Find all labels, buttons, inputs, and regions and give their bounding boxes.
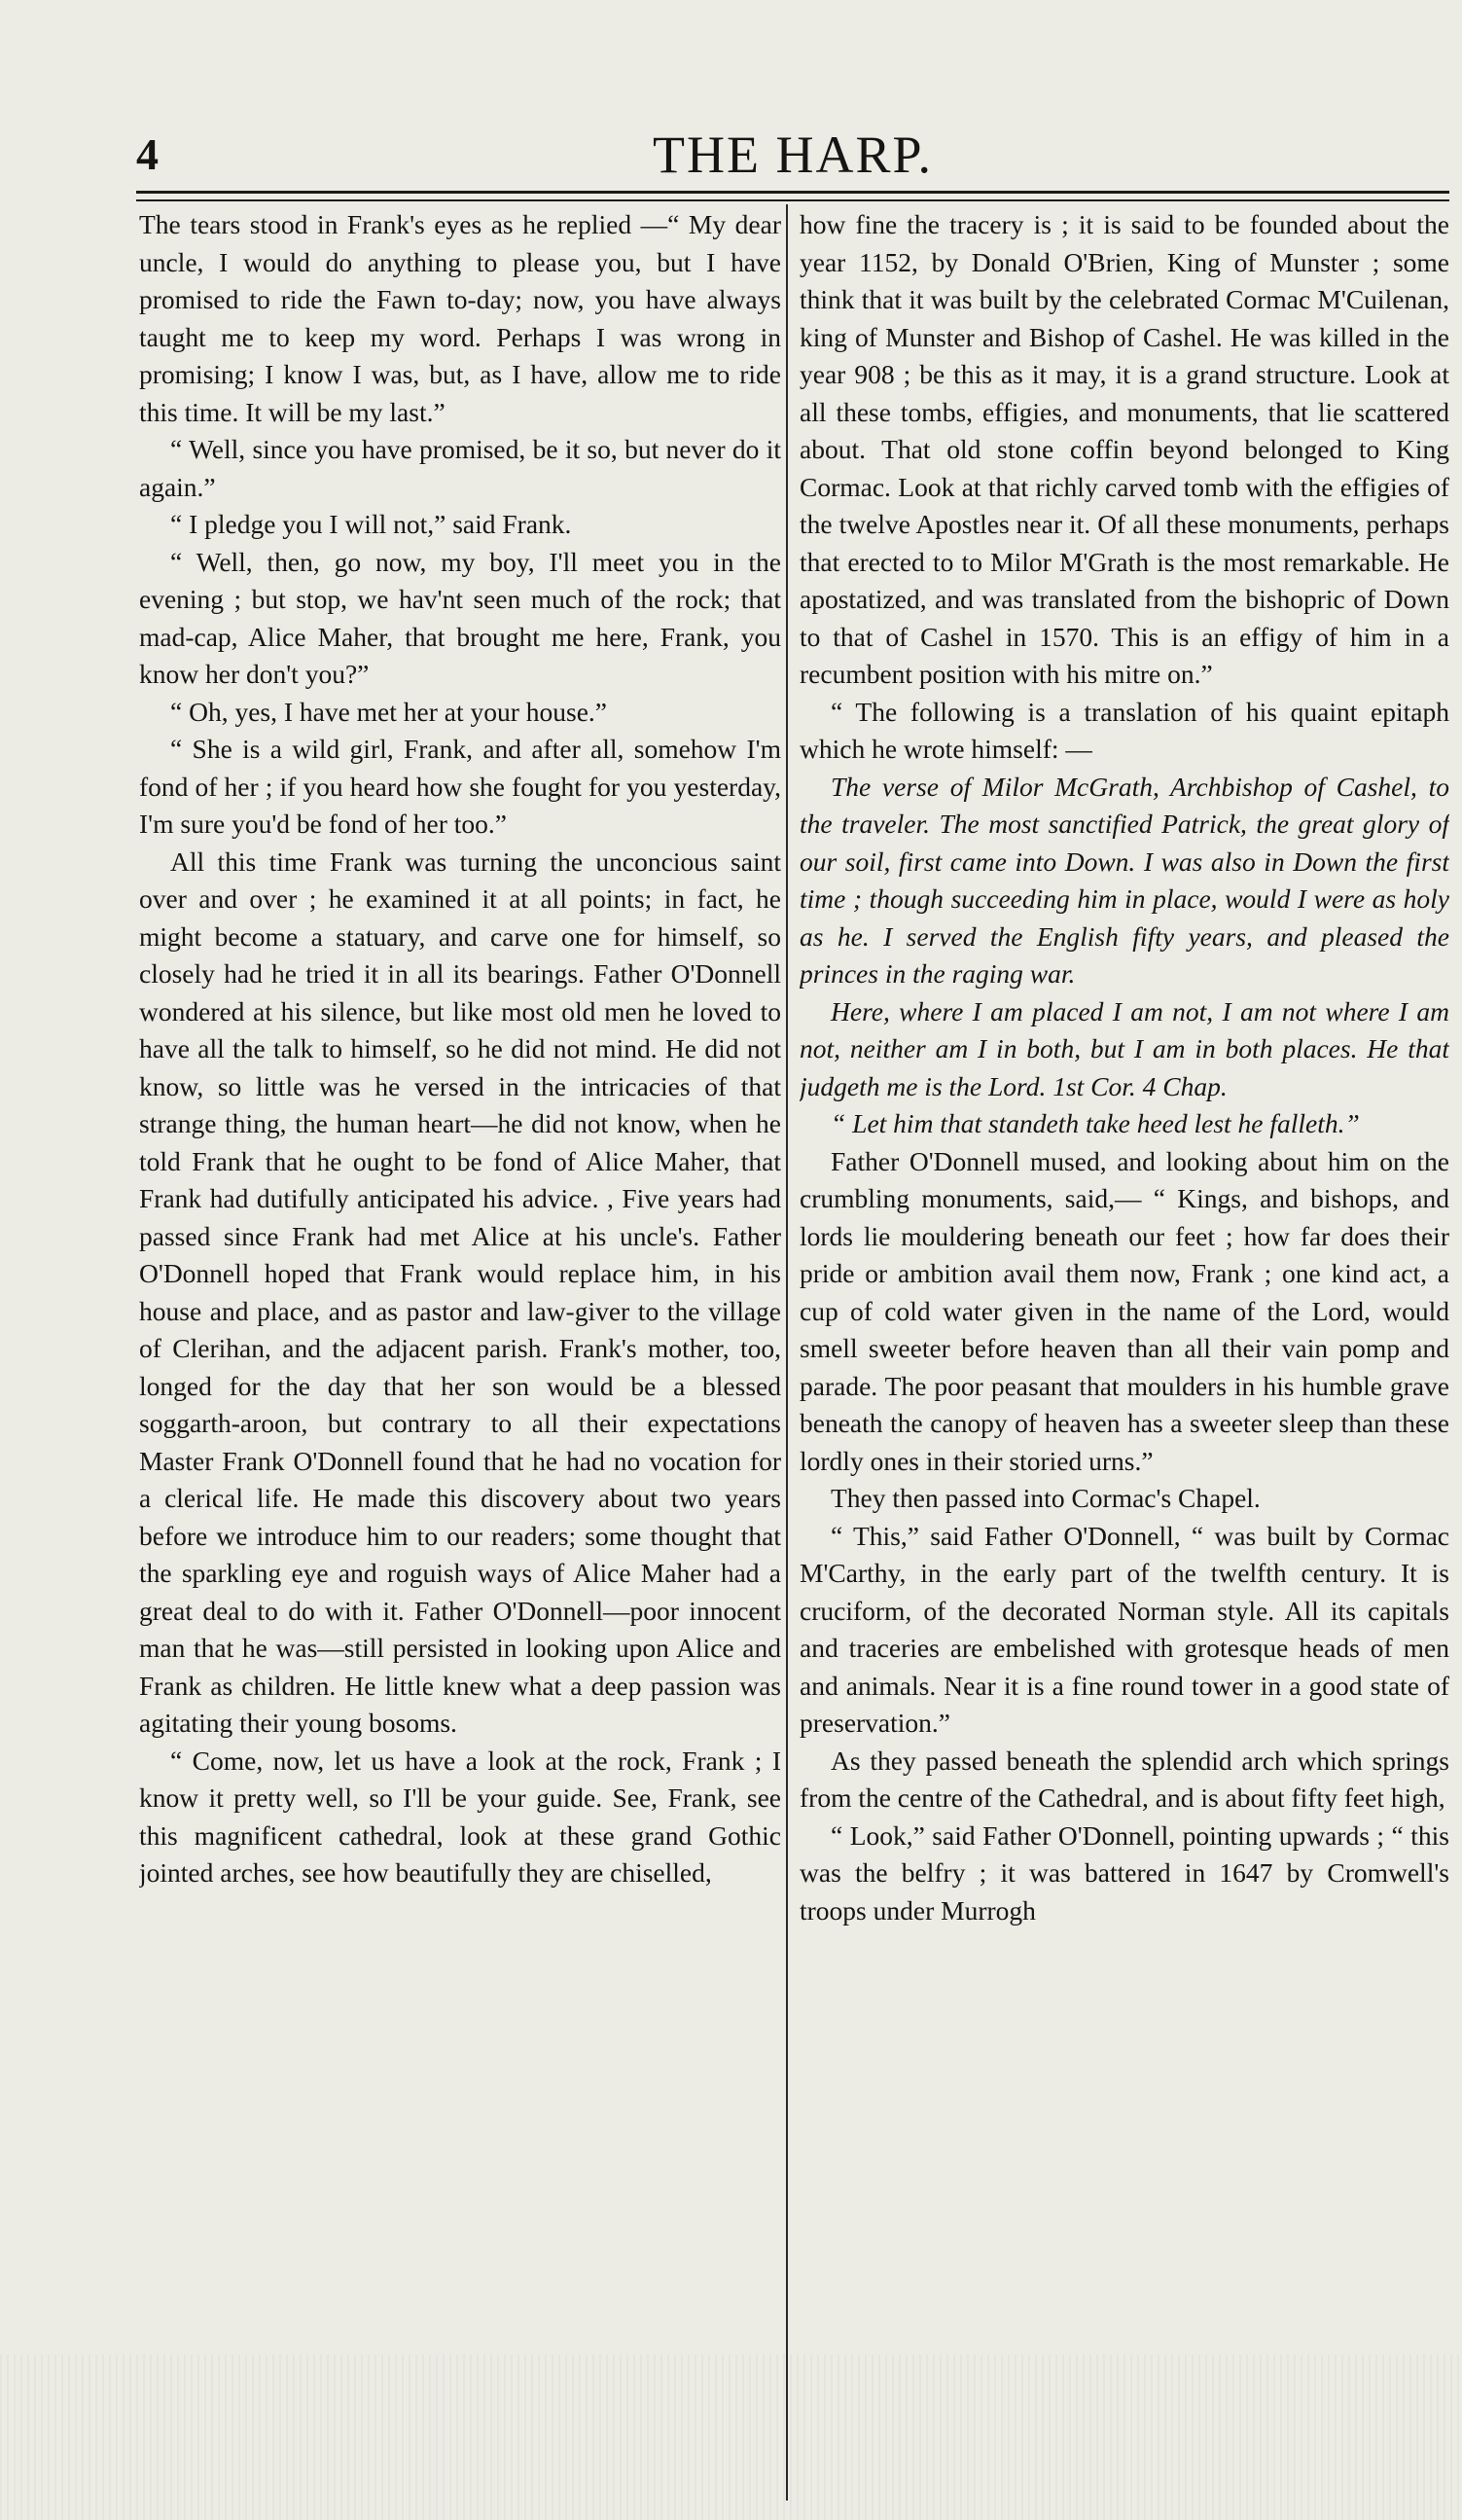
header-rule-thin <box>136 199 1449 201</box>
epitaph-quote: “ Let him that standeth take heed lest he falleth.” <box>831 1108 1360 1138</box>
paragraph: how fine the tracery is ; it is said to be founded about the year 1152, by Donald O'Brien, King of Munster ; some think that it was built by the celebrated Cormac M'Cuilenan, king of Munster and Bishop of Cashel. He was killed in the year 908 ; be this as it may, it is a grand structure. Look at all these tombs, effigies, and monuments, that lie scattered about. That old stone coffin beyond belonged to King Cormac. Look at that richly carved tomb with the effigies of the twelve Apostles near it. Of all these monuments, perhaps that erected to to Milor M'Grath is the most remarkable. He apostatized, and was translated from the bishopric of Down to that of Cashel in 1570. This is an effigy of him in a recumbent position with his mitre on.” <box>800 209 1449 689</box>
paragraph: “ Well, then, go now, my boy, I'll meet you in the evening ; but stop, we hav'nt seen much of the rock; that mad-cap, Alice Maher, that brought me here, Frank, you know her don't you?” <box>139 546 781 689</box>
paragraph: Father O'Donnell mused, and looking about him on the crumbling monuments, said,— “ Kings, and bishops, and lords lie mouldering beneath our feet ; how far does their pride or ambition avail them now, Frank ; one kind act, a cup of cold water given in the name of the Lord, would smell sweeter before heaven than all their vain pomp and parade. The poor peasant that moulders in his humble grave beneath the canopy of heaven has a sweeter sleep than these lordly ones in their storied urns.” <box>800 1145 1449 1476</box>
paragraph: All this time Frank was turning the unconcious saint over and over ; he examined it at all points; in fact, he might become a statuary, and carve one for himself, so closely had he tried it in all its bearings. Father O'Donnell wondered at his silence, but like most old men he loved to have all the talk to himself, so he did not mind. He did not know, so little was he versed in the intricacies of that strange thing, the human heart—he did not know, when he told Frank that he ought to be fond of Alice Maher, that Frank had dutifully anticipated his advice. , Five years had passed since Frank had met Alice at his uncle's. Father O'Donnell hoped that Frank would replace him, in his house and place, and as pastor and law-giver to the village of Clerihan, and the adjacent parish. Frank's mother, too, longed for the day that her son would be a blessed soggarth-aroon, but contrary to all their expectations Master Frank O'Donnell found that he had no vocation for a clerical life. He made this discovery about two years before we introduce him to our readers; some thought that the sparkling eye and roguish ways of Alice Maher had a great deal to do with it. Father O'Donnell—poor innocent man that he was—still persisted in looking upon Alice and Frank as children. He little knew what a deep passion was agitating their young bosoms. <box>139 846 781 1738</box>
page-number: 4 <box>136 129 159 179</box>
paragraph: “ The following is a translation of his quaint epitaph which he wrote himself: — <box>800 696 1449 764</box>
header-rule-thick <box>136 191 1449 194</box>
page-header <box>136 115 1449 193</box>
paragraph: As they passed beneath the splendid arch which springs from the centre of the Cathedral, and is about fifty feet high, <box>800 1745 1449 1813</box>
paragraph: “ Look,” said Father O'Donnell, pointing upwards ; “ this was the belfry ; it was battered in 1647 by Cromwell's troops under Murrogh <box>800 1819 1449 1926</box>
paragraph: “ This,” said Father O'Donnell, “ was built by Cormac M'Carthy, in the early part of the twelfth century. It is cruciform, of the decorated Norman style. All its capitals and traceries are embelished with grotesque heads of men and animals. Near it is a fine round tower in a good state of preservation.” <box>800 1520 1449 1738</box>
paragraph: They then passed into Cormac's Chapel. <box>831 1483 1261 1513</box>
column-divider <box>786 204 788 2501</box>
paragraph: “ She is a wild girl, Frank, and after all, somehow I'm fond of her ; if you heard how she fought for you yesterday, I'm sure you'd be fond of her too.” <box>139 734 781 839</box>
left-column <box>139 206 781 2464</box>
running-title: THE HARP. <box>652 126 934 184</box>
paragraph: “ Come, now, let us have a look at the rock, Frank ; I know it pretty well, so I'll be your guide. See, Frank, see this magnificent cathedral, look at these grand Gothic jointed arches, see how beautifully they are chiselled, <box>139 1745 781 1888</box>
paragraph: The tears stood in Frank's eyes as he replied —“ My dear uncle, I would do anything to please you, but I have promised to ride the Fawn to-day; now, you have always taught me to keep my word. Perhaps I was wrong in promising; I know I was, but, as I have, allow me to ride this time. It will be my last.” <box>139 209 781 427</box>
paragraph: “ I pledge you I will not,” said Frank. <box>170 509 572 539</box>
epitaph-verse: Here, where I am placed I am not, I am not where I am not, neither am I in both, but I am in both places. He that judgeth me is the Lord. 1st Cor. 4 Chap. <box>800 995 1449 1101</box>
right-column <box>800 206 1449 2464</box>
paragraph: “ Well, since you have promised, be it so, but never do it again.” <box>139 434 781 502</box>
paper-texture <box>0 2355 1462 2520</box>
paragraph: “ Oh, yes, I have met her at your house.” <box>170 696 608 727</box>
epitaph-verse: The verse of Milor McGrath, Archbishop of Cashel, to the traveler. The most sanctified Patrick, the great glory of our soil, first came into Down. I was also in Down the first time ; though succeeding him in place, would I were as holy as he. I served the English fifty years, and pleased the princes in the raging war. <box>800 771 1449 989</box>
